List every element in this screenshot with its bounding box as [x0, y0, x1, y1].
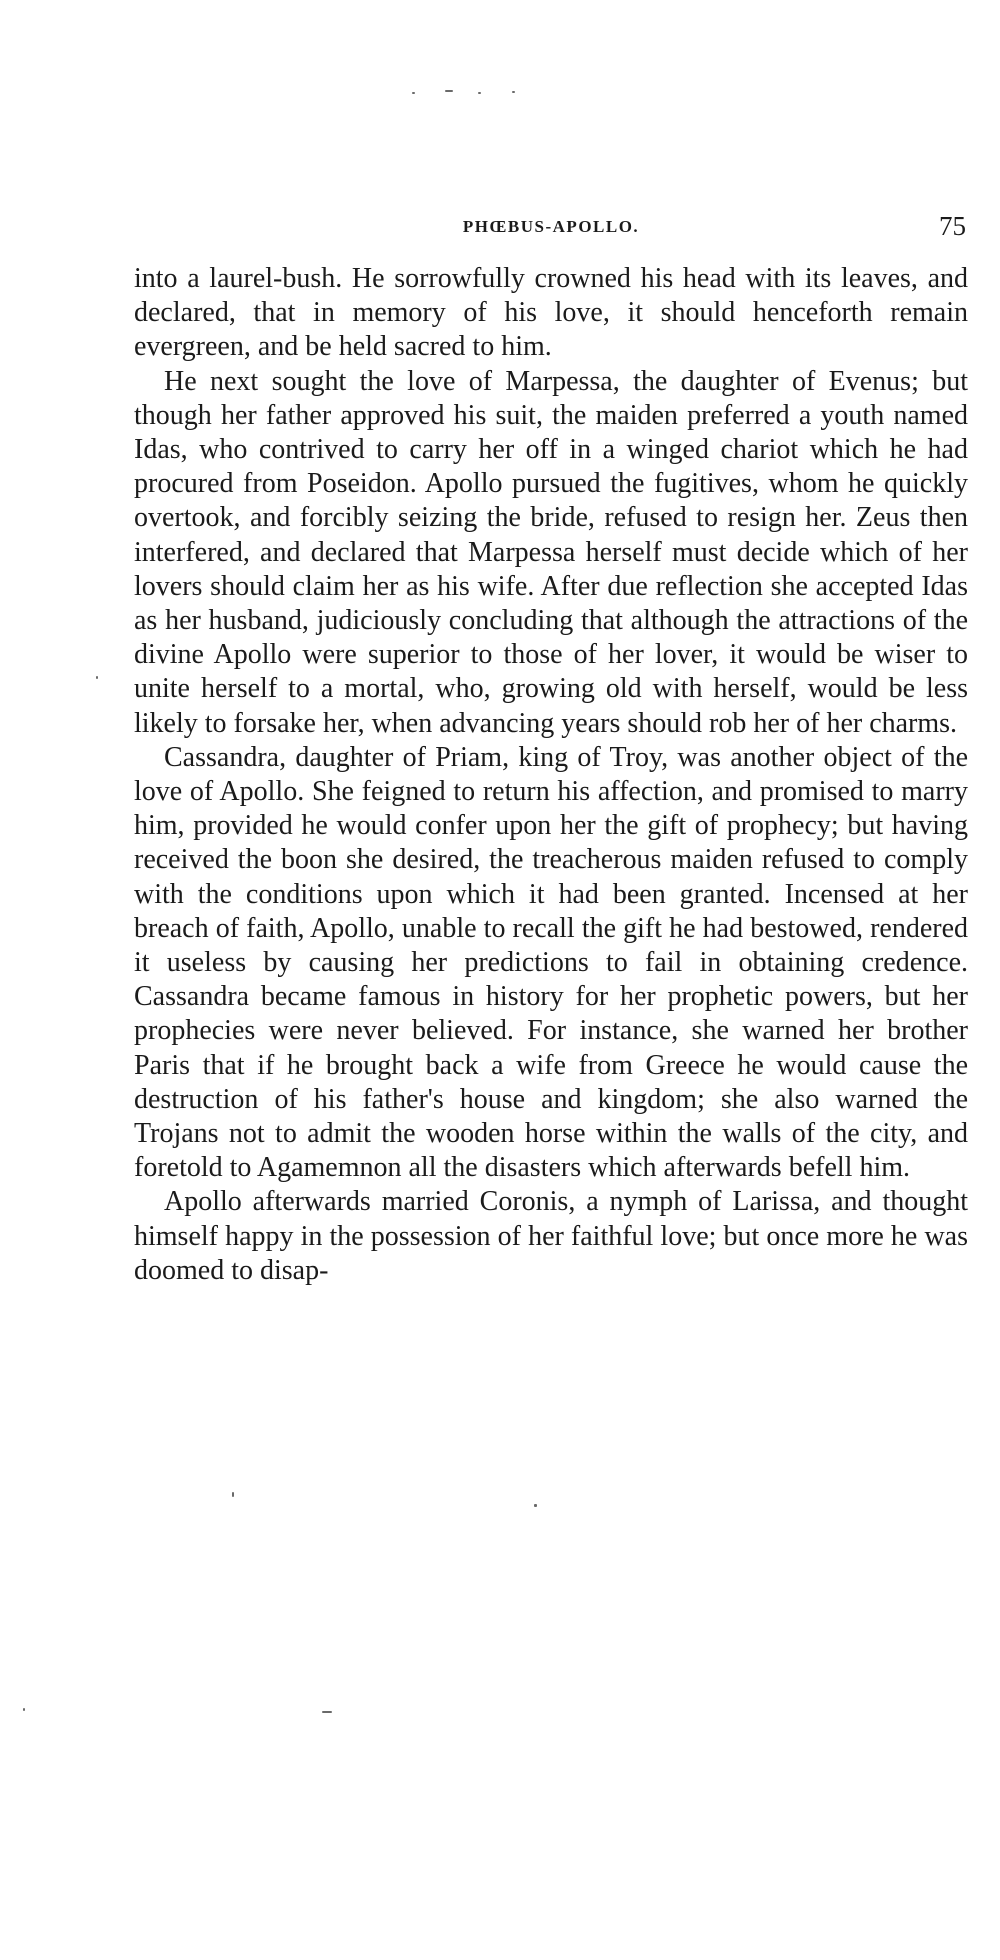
scan-speck: [23, 1708, 25, 1711]
running-title: PHŒBUS-APOLLO.: [462, 217, 640, 236]
paragraph-marpessa: He next sought the love of Marpessa, the daughter of Evenus; but though her father approved his suit, the maiden preferred a youth named Idas, who contrived to carry her off in a winged chariot which he had procured from Poseidon. Apollo pursued the fugitives, whom he quickly overtook, and forcibly seizing the bride, refused to resign her. Zeus then interfered, and declared that Marpessa herself must decide which of her lovers should claim her as his wife. After due reflection she accepted Idas as her husband, judiciously concluding that although the attractions of the divine Apollo were superior to those of her lover, it would be wiser to unite herself to a mortal, who, growing old with herself, would be less likely to forsake her, when advancing years should rob her of her charms.: [134, 365, 968, 739]
body-text: [134, 262, 968, 1288]
scan-speck: [322, 1711, 332, 1713]
paragraph-laurel: into a laurel-bush. He sorrowfully crowned his head with its leaves, and declared, that in memory of his love, it should henceforth remain evergreen, and be held sacred to him.: [134, 263, 968, 363]
paragraph-cassandra: Cassandra, daughter of Priam, king of Troy, was another object of the love of Apollo. She feigned to return his affection, and promised to marry him, provided he would confer upon her the gift of prophecy; but having received the boon she desired, the treacherous maiden refused to comply with the conditions upon which it had been granted. Incensed at her breach of faith, Apollo, unable to recall the gift he had bestowed, rendered it useless by causing her predictions to fail in obtaining credence. Cassandra became famous in history for her prophetic powers, but her prophecies were never believed. For instance, she warned her brother Paris that if he brought back a wife from Greece he would cause the destruction of his father's house and kingdom; she also warned the Trojans not to admit the wooden horse within the walls of the city, and foretold to Agamemnon all the disasters which afterwards befell him.: [134, 741, 968, 1184]
scan-speck: [445, 90, 453, 92]
scan-speck: [96, 676, 98, 679]
scan-speck: [232, 1492, 234, 1497]
scan-speck: [478, 92, 481, 94]
paragraph-coronis: Apollo afterwards married Coronis, a nymph of Larissa, and thought himself happy in the possession of her faithful love; but once more he was doomed to disap-: [134, 1186, 968, 1286]
scan-speck: [512, 91, 515, 93]
running-head: [134, 211, 968, 243]
page-number: 75: [939, 211, 966, 241]
scan-speck: [412, 92, 415, 94]
scan-speck: [534, 1504, 537, 1507]
